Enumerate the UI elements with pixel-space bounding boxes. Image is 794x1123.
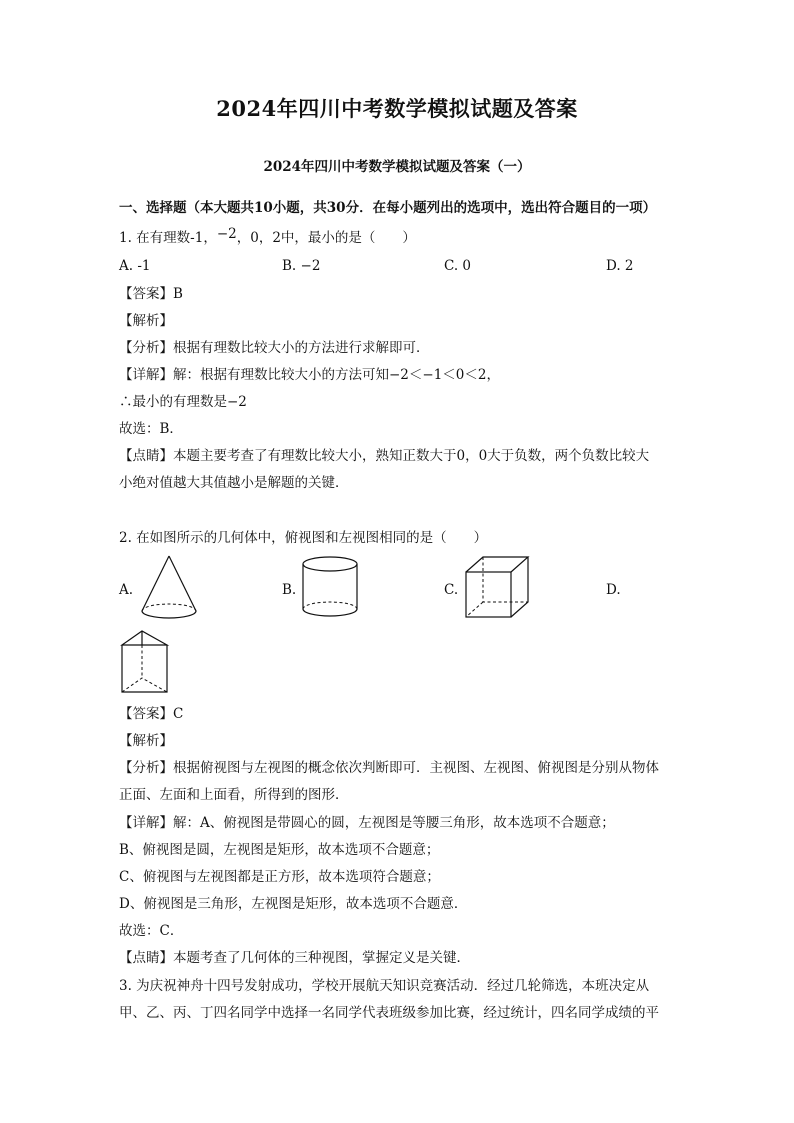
- q2-choose: 故选：C．: [119, 923, 184, 939]
- q1-analysis-label: 【解析】: [119, 313, 173, 329]
- section-heading: 一、选择题（本大题共10小题，共30分．在每小题列出的选项中，选出符合题目的一项）: [119, 200, 657, 216]
- q1-dianjing-line2: 小绝对值越大其值越小是解题的关键．: [119, 475, 349, 491]
- triangular-prism-icon: [118, 628, 172, 696]
- q1-answer: 【答案】B: [119, 286, 183, 302]
- q2-option-b-label: B.: [282, 582, 297, 598]
- cube-icon: [462, 554, 532, 620]
- q1-xiangjie: 【详解】解：根据有理数比较大小的方法可知−2＜−1＜0＜2，: [119, 367, 500, 383]
- q3-stem-line2: 甲、乙、丙、丁四名同学中选择一名同学代表班级参加比赛，经过统计，四名同学成绩的平: [119, 1005, 659, 1021]
- q2-fenxi-line2: 正面、左面和上面看，所得到的图形．: [119, 787, 349, 803]
- q2-option-a-label: A.: [119, 582, 134, 598]
- document-title: 2024年四川中考数学模拟试题及答案: [216, 96, 578, 121]
- q2-stem: 2. 在如图所示的几何体中，俯视图和左视图相同的是（ ）: [119, 530, 488, 546]
- q1-stem: [119, 228, 416, 248]
- q2-answer: 【答案】C: [119, 706, 184, 722]
- q1-option-a: A. -1: [119, 258, 151, 274]
- q2-option-d-label: D.: [606, 582, 621, 598]
- q1-stem-neg-two: −2: [216, 226, 237, 242]
- q1-option-d: D. 2: [606, 258, 634, 274]
- q2-option-c-label: C.: [444, 582, 459, 598]
- q2-dianjing: 【点睛】本题考查了几何体的三种视图，掌握定义是关键．: [119, 950, 470, 966]
- document-subtitle: 2024年四川中考数学模拟试题及答案（一）: [263, 159, 531, 175]
- q1-therefore: ∴最小的有理数是−2: [119, 394, 247, 410]
- q1-dianjing-line1: 【点睛】本题主要考查了有理数比较大小，熟知正数大于0，0大于负数，两个负数比较大: [119, 448, 650, 464]
- q1-choose: 故选：B．: [119, 421, 183, 437]
- q2-xiangjie-b: B、俯视图是圆，左视图是矩形，故本选项不合题意；: [119, 842, 440, 858]
- q2-xiangjie-d: D、俯视图是三角形，左视图是矩形，故本选项不合题意．: [119, 896, 468, 912]
- q1-option-b: B. −2: [282, 258, 321, 274]
- q1-stem-part1: 1. 在有理数-1，: [119, 230, 217, 246]
- q1-fenxi: 【分析】根据有理数比较大小的方法进行求解即可．: [119, 340, 430, 356]
- cone-icon: [138, 554, 200, 622]
- q1-option-c: C. 0: [444, 258, 472, 274]
- q2-xiangjie-a: 【详解】解：A、俯视图是带圆心的圆，左视图是等腰三角形，故本选项不合题意；: [119, 815, 615, 831]
- q2-fenxi-line1: 【分析】根据俯视图与左视图的概念依次判断即可．主视图、左视图、俯视图是分别从物体: [119, 760, 659, 776]
- q1-stem-part2: ，0，2中，最小的是（ ）: [236, 230, 416, 246]
- q2-analysis-label: 【解析】: [119, 733, 173, 749]
- q3-stem-line1: 3. 为庆祝神舟十四号发射成功，学校开展航天知识竞赛活动．经过几轮筛选，本班决定从: [119, 978, 650, 994]
- cylinder-icon: [299, 554, 361, 622]
- q2-xiangjie-c: C、俯视图与左视图都是正方形，故本选项符合题意；: [119, 869, 440, 885]
